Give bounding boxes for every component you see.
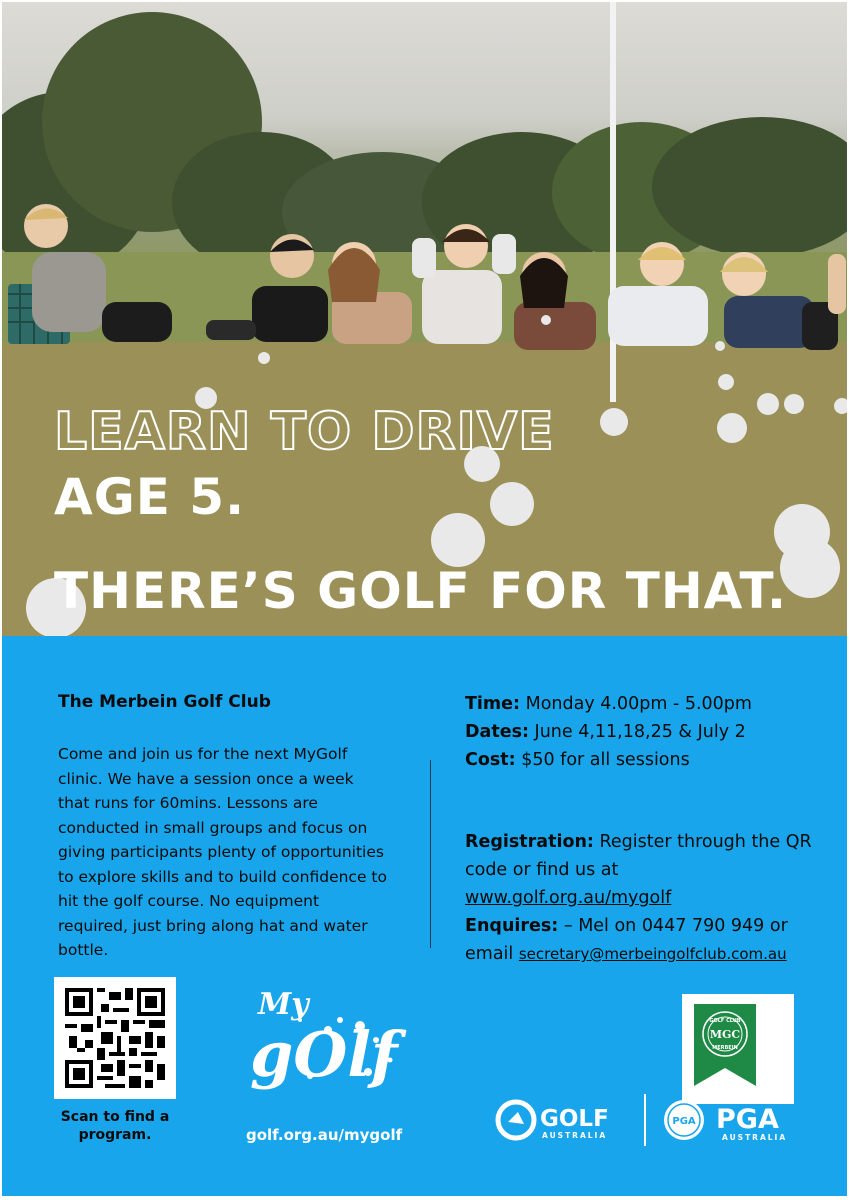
mygolf-logo <box>240 980 410 1100</box>
enquiries-email-link[interactable]: secretary@merbeingolfclub.com.au <box>518 945 787 963</box>
headline-age: AGE 5. <box>54 468 246 526</box>
clinic-description: Come and join us for the next MyGolf clinic. We have a session once a week that runs for 60mins. Lessons are conducted in small groups and focus on giving participants plenty of opportunities to explore skills and to build confidence to hit the golf course. No equipment required, just bring along hat and water bottle. <box>58 745 387 959</box>
registration-url-link[interactable]: www.golf.org.au/mygolf <box>465 888 672 908</box>
time-label: Time: <box>465 694 521 714</box>
golf-australia-country: AUSTRALIA <box>542 1131 608 1140</box>
golf-australia-logo <box>494 1096 629 1144</box>
qr-code[interactable] <box>54 977 176 1099</box>
pga-badge-text: PGA <box>672 1116 696 1127</box>
hero-photo <box>2 2 847 636</box>
sponsor-logo-divider <box>644 1094 646 1146</box>
session-details <box>465 690 837 968</box>
enquiries-label: Enquires: <box>465 916 559 936</box>
club-name: The Merbein Golf Club <box>58 692 271 712</box>
golf-australia-name: GOLF <box>540 1106 609 1132</box>
column-divider <box>430 760 431 948</box>
mygolf-url[interactable]: golf.org.au/mygolf <box>246 1126 403 1144</box>
qr-caption: Scan to find a program. <box>60 1109 170 1143</box>
registration-url-line <box>465 884 837 912</box>
registration-label: Registration: <box>465 832 594 852</box>
dates-line <box>465 718 837 746</box>
headline-learn-to-drive: LEARN TO DRIVE <box>54 402 555 462</box>
crest-town: MERBEIN <box>712 1045 738 1051</box>
registration-line <box>465 828 837 884</box>
cost-value: $50 for all sessions <box>515 750 690 770</box>
registration-text: Register through the QR code or find us at <box>465 832 812 880</box>
enquiries-line <box>465 912 837 968</box>
crest-monogram: MGC <box>709 1028 741 1041</box>
tree-line <box>2 12 847 272</box>
cost-line <box>465 746 837 774</box>
pga-name: PGA <box>716 1104 779 1135</box>
cost-label: Cost: <box>465 750 516 770</box>
club-crest-shield <box>682 994 794 1104</box>
time-value: Monday 4.00pm - 5.00pm <box>520 694 752 714</box>
kids-putting-green-illustration <box>2 2 847 636</box>
club-crest-logo <box>682 994 794 1104</box>
time-line <box>465 690 837 718</box>
dates-value: June 4,11,18,25 & July 2 <box>528 722 746 742</box>
pga-country: AUSTRALIA <box>722 1133 788 1142</box>
mygolf-logo-my: My <box>258 987 309 1022</box>
headline-tagline: THERE’S GOLF FOR THAT. <box>54 562 787 620</box>
qr-code-pattern <box>65 988 165 1088</box>
dates-label: Dates: <box>465 722 529 742</box>
details-spacer <box>465 774 837 828</box>
kid-4 <box>412 224 516 344</box>
mygolf-logo-golf: gOlf <box>250 1018 398 1091</box>
info-panel <box>2 636 847 1196</box>
pga-australia-logo <box>662 1096 812 1144</box>
enquiries-text: – Mel on 0447 790 949 or email <box>465 916 788 964</box>
crest-club-text: GOLF CLUB <box>709 1018 741 1024</box>
